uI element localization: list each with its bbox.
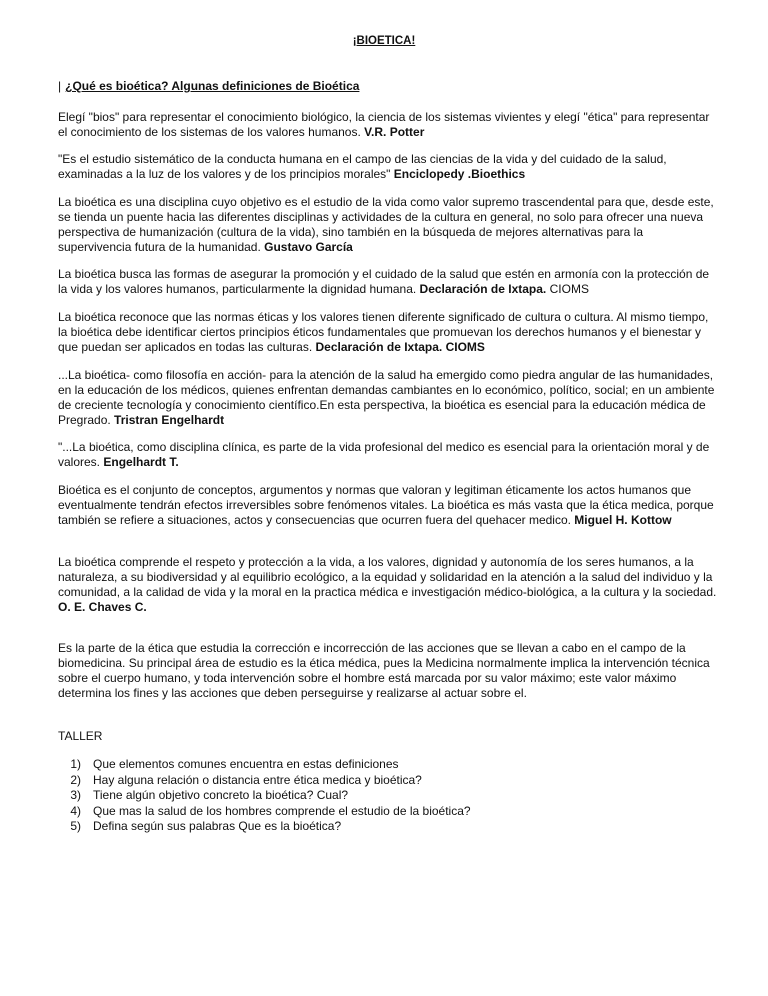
taller-heading: TALLER xyxy=(58,729,103,743)
list-item xyxy=(60,804,471,820)
definition-paragraph xyxy=(58,310,718,355)
definition-paragraph xyxy=(58,555,718,615)
definition-text: ...La bioética- como filosofía en acción- para la atención de la salud ha emergido como piedra angular de las humanidades, en la educación de los médicos, quienes enfrentan demandas cambiantes en lo económico, político, social; en un ambiente de creciente tecnología y conocimiento científico.En esta perspectiva, la bioética es esencial para la educación médica de Pregrado. xyxy=(58,368,715,427)
definition-text: La bioética busca las formas de asegurar la promoción y el cuidado de la salud que estén en armonía con la protección de la vida y los valores humanos, particularmente la dignidad humana. xyxy=(58,267,710,296)
definition-paragraph xyxy=(58,195,718,255)
definition-tail: CIOMS xyxy=(546,282,589,296)
definition-author: Declaración de Ixtapa. CIOMS xyxy=(315,340,485,354)
definition-paragraph xyxy=(58,152,718,182)
definition-author: Gustavo García xyxy=(264,240,353,254)
definition-paragraph xyxy=(58,641,718,701)
list-item xyxy=(60,819,471,835)
definition-author: Engelhardt T. xyxy=(103,455,179,469)
definition-text: "...La bioética, como disciplina clínica, es parte de la vida profesional del medico es esencial para la orientación moral y de valores. xyxy=(58,440,710,469)
list-item xyxy=(60,757,471,773)
definition-author: V.R. Potter xyxy=(364,125,425,139)
definition-text: Es la parte de la ética que estudia la corrección e incorrección de las acciones que se llevan a cabo en el campo de la biomedicina. Su principal área de estudio es la ética médica, pues la Medicina normalmente implica la intervención técnica sobre el cuerpo humano, y toda intervención sobre el hombre está marcada por su valor máximo; este valor máximo determina los fines y las acciones que deben perseguirse y realizarse al actuar sobre el. xyxy=(58,641,710,700)
definition-paragraph xyxy=(58,368,718,428)
subtitle-bar: | xyxy=(58,79,62,93)
question-number: 5) xyxy=(70,819,81,833)
question-list xyxy=(60,757,471,835)
definition-text: La bioética reconoce que las normas éticas y los valores tienen diferente significado de cultura o cultura. Al mismo tiempo, la bioética debe identificar ciertos principios éticos fundamentales que promuevan los derechos humanos y el bienestar y que puedan ser aplicados en todas las culturas. xyxy=(58,310,709,354)
definition-text: "Es el estudio sistemático de la conducta humana en el campo de las ciencias de la vida y del cuidado de la salud, examinadas a la luz de los valores y de los principios morales" xyxy=(58,152,667,181)
definition-text: La bioética es una disciplina cuyo objetivo es el estudio de la vida como valor supremo trascendental para que, desde este, se tienda un puente hacia las diferentes disciplinas y actividades de la cultura en general, no solo para ofrecer una nueva perspectiva de humanización (cultura de la vida), sino también en la búsqueda de mejores alternativas para la supervivencia futura de la humanidad. xyxy=(58,195,714,254)
subtitle-text: ¿Qué es bioética? Algunas definiciones de Bioética xyxy=(65,79,360,93)
definition-paragraph xyxy=(58,483,718,528)
question-text: Que elementos comunes encuentra en estas definiciones xyxy=(93,757,399,771)
section-subtitle xyxy=(58,79,359,94)
list-item xyxy=(60,773,471,789)
definition-paragraph xyxy=(58,267,718,297)
definition-text: Bioética es el conjunto de conceptos, argumentos y normas que valoran y legitiman éticamente los actos humanos que eventualmente tendrán efectos irreversibles sobre fenómenos vitales. La bioética es más vasta que la ética medica, porque también se refiere a situaciones, actos y consecuencias que ocurren fuera del quehacer medico. xyxy=(58,483,714,527)
definition-paragraph xyxy=(58,440,718,470)
definition-paragraph xyxy=(58,110,718,140)
question-text: Hay alguna relación o distancia entre ética medica y bioética? xyxy=(93,772,422,787)
definition-author: O. E. Chaves C. xyxy=(58,600,147,614)
definition-author: Miguel H. Kottow xyxy=(574,513,672,527)
question-number: 2) xyxy=(70,772,81,787)
question-number: 1) xyxy=(70,757,81,771)
definition-author: Enciclopedy .Bioethics xyxy=(393,167,526,181)
definition-author: Declaración de Ixtapa. xyxy=(419,282,547,296)
question-number: 3) xyxy=(70,788,81,802)
question-text: Defina según sus palabras Que es la bioética? xyxy=(93,819,342,833)
question-number: 4) xyxy=(70,803,81,818)
definition-text: La bioética comprende el respeto y protección a la vida, a los valores, dignidad y autonomía de los seres humanos, a la naturaleza, a su biodiversidad y al equilibrio ecológico, a la equidad y solidaridad en la atención a la salud del individuo y la comunidad, a la calidad de vida y la moral en la practica médica e investigación médico-biológica, a la cultura y la sociedad. xyxy=(58,555,717,599)
question-text: Que mas la salud de los hombres comprende el estudio de la bioética? xyxy=(93,803,471,818)
list-item xyxy=(60,788,471,804)
definition-author: Tristran Engelhardt xyxy=(114,413,225,427)
definition-text: Elegí "bios" para representar el conocimiento biológico, la ciencia de los sistemas vivientes y elegí "ética" para representar el conocimiento de los sistemas de los valores humanos. xyxy=(58,110,710,139)
document-title: ¡BIOETICA! xyxy=(352,35,416,47)
question-text: Tiene algún objetivo concreto la bioética? Cual? xyxy=(93,788,349,802)
